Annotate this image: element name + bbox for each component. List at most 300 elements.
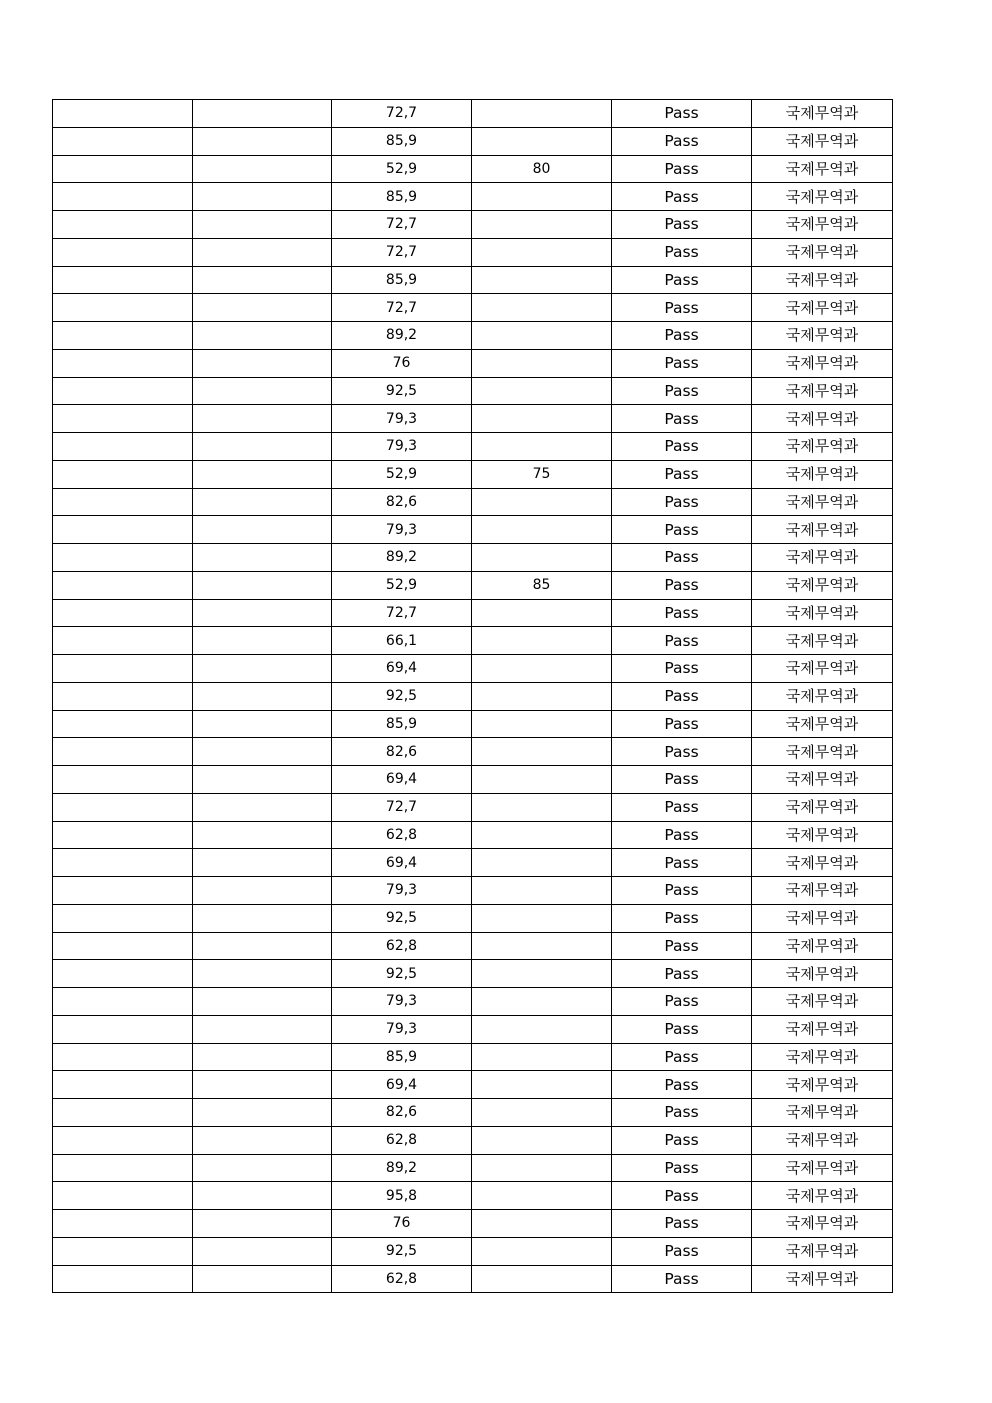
blank-cell-b: [193, 1126, 332, 1154]
result-cell: Pass: [612, 877, 752, 905]
extra-score-cell: [472, 1182, 612, 1210]
result-cell: Pass: [612, 377, 752, 405]
department-cell: 국제무역과: [752, 238, 893, 266]
blank-cell-b: [193, 266, 332, 294]
table-row: [53, 599, 893, 627]
blank-cell-a: [53, 849, 193, 877]
blank-cell-a: [53, 1154, 193, 1182]
department-cell: 국제무역과: [752, 211, 893, 239]
score-cell: 66,1: [332, 627, 472, 655]
blank-cell-b: [193, 544, 332, 572]
blank-cell-b: [193, 1015, 332, 1043]
blank-cell-b: [193, 738, 332, 766]
result-cell: Pass: [612, 155, 752, 183]
blank-cell-b: [193, 904, 332, 932]
score-cell: 62,8: [332, 932, 472, 960]
department-cell: 국제무역과: [752, 433, 893, 461]
department-cell: 국제무역과: [752, 849, 893, 877]
blank-cell-b: [193, 405, 332, 433]
blank-cell-a: [53, 100, 193, 128]
table-row: [53, 405, 893, 433]
table-row: [53, 211, 893, 239]
score-cell: 69,4: [332, 766, 472, 794]
result-cell: Pass: [612, 1043, 752, 1071]
result-cell: Pass: [612, 766, 752, 794]
blank-cell-a: [53, 294, 193, 322]
grade-table: [52, 99, 893, 1293]
score-cell: 76: [332, 349, 472, 377]
score-cell: 85,9: [332, 266, 472, 294]
blank-cell-b: [193, 655, 332, 683]
blank-cell-a: [53, 1099, 193, 1127]
score-cell: 72,7: [332, 238, 472, 266]
blank-cell-b: [193, 1071, 332, 1099]
score-cell: 92,5: [332, 682, 472, 710]
result-cell: Pass: [612, 599, 752, 627]
score-cell: 79,3: [332, 405, 472, 433]
table-row: [53, 183, 893, 211]
table-row: [53, 627, 893, 655]
blank-cell-b: [193, 211, 332, 239]
extra-score-cell: [472, 904, 612, 932]
blank-cell-b: [193, 127, 332, 155]
blank-cell-b: [193, 821, 332, 849]
department-cell: 국제무역과: [752, 100, 893, 128]
result-cell: Pass: [612, 710, 752, 738]
result-cell: Pass: [612, 1015, 752, 1043]
extra-score-cell: [472, 1126, 612, 1154]
extra-score-cell: [472, 1099, 612, 1127]
blank-cell-b: [193, 1099, 332, 1127]
result-cell: Pass: [612, 1071, 752, 1099]
blank-cell-b: [193, 710, 332, 738]
department-cell: 국제무역과: [752, 377, 893, 405]
blank-cell-b: [193, 100, 332, 128]
blank-cell-a: [53, 127, 193, 155]
extra-score-cell: [472, 877, 612, 905]
extra-score-cell: [472, 627, 612, 655]
result-cell: Pass: [612, 1099, 752, 1127]
blank-cell-a: [53, 1210, 193, 1238]
score-cell: 85,9: [332, 710, 472, 738]
extra-score-cell: [472, 849, 612, 877]
result-cell: Pass: [612, 100, 752, 128]
blank-cell-a: [53, 405, 193, 433]
blank-cell-a: [53, 655, 193, 683]
score-cell: 89,2: [332, 544, 472, 572]
extra-score-cell: [472, 793, 612, 821]
blank-cell-a: [53, 1015, 193, 1043]
blank-cell-b: [193, 627, 332, 655]
result-cell: Pass: [612, 211, 752, 239]
extra-score-cell: [472, 322, 612, 350]
extra-score-cell: [472, 266, 612, 294]
score-cell: 82,6: [332, 1099, 472, 1127]
score-cell: 85,9: [332, 127, 472, 155]
extra-score-cell: [472, 377, 612, 405]
score-cell: 89,2: [332, 322, 472, 350]
extra-score-cell: 75: [472, 460, 612, 488]
table-row: [53, 1210, 893, 1238]
score-cell: 79,3: [332, 988, 472, 1016]
blank-cell-a: [53, 516, 193, 544]
table-row: [53, 155, 893, 183]
department-cell: 국제무역과: [752, 766, 893, 794]
department-cell: 국제무역과: [752, 599, 893, 627]
extra-score-cell: [472, 710, 612, 738]
blank-cell-b: [193, 682, 332, 710]
table-row: [53, 127, 893, 155]
score-cell: 62,8: [332, 821, 472, 849]
score-cell: 85,9: [332, 183, 472, 211]
department-cell: 국제무역과: [752, 516, 893, 544]
blank-cell-b: [193, 793, 332, 821]
department-cell: 국제무역과: [752, 738, 893, 766]
table-row: [53, 294, 893, 322]
table-row: [53, 544, 893, 572]
department-cell: 국제무역과: [752, 932, 893, 960]
blank-cell-a: [53, 710, 193, 738]
table-row: [53, 1126, 893, 1154]
blank-cell-a: [53, 682, 193, 710]
blank-cell-a: [53, 627, 193, 655]
table-row: [53, 1154, 893, 1182]
table-row: [53, 904, 893, 932]
score-cell: 72,7: [332, 599, 472, 627]
result-cell: Pass: [612, 488, 752, 516]
blank-cell-b: [193, 766, 332, 794]
department-cell: 국제무역과: [752, 877, 893, 905]
extra-score-cell: [472, 488, 612, 516]
blank-cell-b: [193, 1154, 332, 1182]
blank-cell-a: [53, 904, 193, 932]
result-cell: Pass: [612, 682, 752, 710]
department-cell: 국제무역과: [752, 1265, 893, 1293]
blank-cell-a: [53, 571, 193, 599]
department-cell: 국제무역과: [752, 127, 893, 155]
result-cell: Pass: [612, 544, 752, 572]
result-cell: Pass: [612, 1182, 752, 1210]
extra-score-cell: [472, 1043, 612, 1071]
blank-cell-b: [193, 155, 332, 183]
department-cell: 국제무역과: [752, 682, 893, 710]
department-cell: 국제무역과: [752, 1182, 893, 1210]
extra-score-cell: [472, 183, 612, 211]
score-cell: 52,9: [332, 460, 472, 488]
score-cell: 62,8: [332, 1126, 472, 1154]
blank-cell-b: [193, 877, 332, 905]
score-cell: 52,9: [332, 155, 472, 183]
department-cell: 국제무역과: [752, 1210, 893, 1238]
blank-cell-a: [53, 155, 193, 183]
table-row: [53, 266, 893, 294]
extra-score-cell: [472, 1237, 612, 1265]
blank-cell-a: [53, 211, 193, 239]
blank-cell-a: [53, 544, 193, 572]
result-cell: Pass: [612, 294, 752, 322]
department-cell: 국제무역과: [752, 710, 893, 738]
extra-score-cell: [472, 932, 612, 960]
blank-cell-b: [193, 988, 332, 1016]
result-cell: Pass: [612, 988, 752, 1016]
blank-cell-b: [193, 488, 332, 516]
department-cell: 국제무역과: [752, 655, 893, 683]
extra-score-cell: [472, 433, 612, 461]
table-row: [53, 849, 893, 877]
extra-score-cell: [472, 738, 612, 766]
department-cell: 국제무역과: [752, 571, 893, 599]
blank-cell-a: [53, 322, 193, 350]
blank-cell-a: [53, 1265, 193, 1293]
extra-score-cell: [472, 682, 612, 710]
department-cell: 국제무역과: [752, 1071, 893, 1099]
table-row: [53, 100, 893, 128]
result-cell: Pass: [612, 904, 752, 932]
table-row: [53, 1099, 893, 1127]
result-cell: Pass: [612, 322, 752, 350]
result-cell: Pass: [612, 127, 752, 155]
extra-score-cell: [472, 960, 612, 988]
table-row: [53, 349, 893, 377]
score-cell: 72,7: [332, 793, 472, 821]
table-row: [53, 710, 893, 738]
table-row: [53, 322, 893, 350]
result-cell: Pass: [612, 1154, 752, 1182]
department-cell: 국제무역과: [752, 460, 893, 488]
table-row: [53, 682, 893, 710]
result-cell: Pass: [612, 932, 752, 960]
result-cell: Pass: [612, 1210, 752, 1238]
extra-score-cell: [472, 211, 612, 239]
blank-cell-a: [53, 1071, 193, 1099]
blank-cell-a: [53, 183, 193, 211]
table-row: [53, 821, 893, 849]
result-cell: Pass: [612, 1265, 752, 1293]
department-cell: 국제무역과: [752, 183, 893, 211]
blank-cell-b: [193, 1182, 332, 1210]
department-cell: 국제무역과: [752, 1099, 893, 1127]
result-cell: Pass: [612, 571, 752, 599]
result-cell: Pass: [612, 183, 752, 211]
blank-cell-b: [193, 377, 332, 405]
table-row: [53, 766, 893, 794]
table-row: [53, 488, 893, 516]
blank-cell-b: [193, 349, 332, 377]
blank-cell-b: [193, 1043, 332, 1071]
extra-score-cell: [472, 544, 612, 572]
score-cell: 92,5: [332, 377, 472, 405]
score-cell: 62,8: [332, 1265, 472, 1293]
department-cell: 국제무역과: [752, 627, 893, 655]
score-cell: 92,5: [332, 960, 472, 988]
blank-cell-a: [53, 460, 193, 488]
blank-cell-a: [53, 988, 193, 1016]
score-cell: 82,6: [332, 488, 472, 516]
result-cell: Pass: [612, 849, 752, 877]
result-cell: Pass: [612, 1126, 752, 1154]
department-cell: 국제무역과: [752, 988, 893, 1016]
result-cell: Pass: [612, 793, 752, 821]
blank-cell-a: [53, 932, 193, 960]
extra-score-cell: [472, 821, 612, 849]
blank-cell-a: [53, 766, 193, 794]
score-cell: 72,7: [332, 100, 472, 128]
department-cell: 국제무역과: [752, 904, 893, 932]
extra-score-cell: [472, 516, 612, 544]
table-row: [53, 377, 893, 405]
blank-cell-a: [53, 488, 193, 516]
extra-score-cell: [472, 127, 612, 155]
score-cell: 82,6: [332, 738, 472, 766]
blank-cell-b: [193, 1237, 332, 1265]
score-cell: 92,5: [332, 904, 472, 932]
extra-score-cell: [472, 988, 612, 1016]
score-cell: 89,2: [332, 1154, 472, 1182]
score-cell: 76: [332, 1210, 472, 1238]
extra-score-cell: [472, 1265, 612, 1293]
grade-table-body: [53, 100, 893, 1293]
department-cell: 국제무역과: [752, 488, 893, 516]
score-cell: 72,7: [332, 294, 472, 322]
result-cell: Pass: [612, 738, 752, 766]
blank-cell-a: [53, 349, 193, 377]
result-cell: Pass: [612, 460, 752, 488]
department-cell: 국제무역과: [752, 821, 893, 849]
extra-score-cell: [472, 599, 612, 627]
score-cell: 52,9: [332, 571, 472, 599]
blank-cell-a: [53, 738, 193, 766]
table-row: [53, 793, 893, 821]
score-cell: 69,4: [332, 849, 472, 877]
table-row: [53, 655, 893, 683]
result-cell: Pass: [612, 433, 752, 461]
extra-score-cell: 85: [472, 571, 612, 599]
result-cell: Pass: [612, 516, 752, 544]
extra-score-cell: [472, 1154, 612, 1182]
department-cell: 국제무역과: [752, 960, 893, 988]
table-row: [53, 932, 893, 960]
department-cell: 국제무역과: [752, 322, 893, 350]
result-cell: Pass: [612, 627, 752, 655]
score-cell: 79,3: [332, 1015, 472, 1043]
extra-score-cell: [472, 1015, 612, 1043]
blank-cell-b: [193, 599, 332, 627]
department-cell: 국제무역과: [752, 1154, 893, 1182]
blank-cell-b: [193, 183, 332, 211]
result-cell: Pass: [612, 266, 752, 294]
blank-cell-a: [53, 266, 193, 294]
table-row: [53, 1182, 893, 1210]
blank-cell-a: [53, 238, 193, 266]
score-cell: 72,7: [332, 211, 472, 239]
department-cell: 국제무역과: [752, 1043, 893, 1071]
score-cell: 95,8: [332, 1182, 472, 1210]
extra-score-cell: [472, 349, 612, 377]
score-cell: 69,4: [332, 1071, 472, 1099]
blank-cell-a: [53, 821, 193, 849]
result-cell: Pass: [612, 960, 752, 988]
table-row: [53, 877, 893, 905]
blank-cell-b: [193, 322, 332, 350]
table-row: [53, 988, 893, 1016]
blank-cell-a: [53, 377, 193, 405]
blank-cell-b: [193, 516, 332, 544]
department-cell: 국제무역과: [752, 349, 893, 377]
blank-cell-b: [193, 960, 332, 988]
department-cell: 국제무역과: [752, 793, 893, 821]
result-cell: Pass: [612, 1237, 752, 1265]
blank-cell-a: [53, 793, 193, 821]
blank-cell-a: [53, 1043, 193, 1071]
table-row: [53, 960, 893, 988]
blank-cell-a: [53, 960, 193, 988]
blank-cell-a: [53, 877, 193, 905]
score-cell: 69,4: [332, 655, 472, 683]
blank-cell-a: [53, 1237, 193, 1265]
blank-cell-b: [193, 238, 332, 266]
table-row: [53, 433, 893, 461]
table-row: [53, 1071, 893, 1099]
result-cell: Pass: [612, 821, 752, 849]
blank-cell-a: [53, 1126, 193, 1154]
extra-score-cell: [472, 1210, 612, 1238]
extra-score-cell: [472, 766, 612, 794]
table-row: [53, 1237, 893, 1265]
blank-cell-b: [193, 571, 332, 599]
blank-cell-b: [193, 433, 332, 461]
department-cell: 국제무역과: [752, 405, 893, 433]
result-cell: Pass: [612, 405, 752, 433]
score-cell: 85,9: [332, 1043, 472, 1071]
score-cell: 79,3: [332, 516, 472, 544]
blank-cell-b: [193, 932, 332, 960]
department-cell: 국제무역과: [752, 1126, 893, 1154]
table-row: [53, 738, 893, 766]
extra-score-cell: [472, 1071, 612, 1099]
result-cell: Pass: [612, 238, 752, 266]
department-cell: 국제무역과: [752, 294, 893, 322]
extra-score-cell: [472, 405, 612, 433]
table-row: [53, 516, 893, 544]
table-row: [53, 238, 893, 266]
result-cell: Pass: [612, 655, 752, 683]
blank-cell-a: [53, 433, 193, 461]
blank-cell-b: [193, 294, 332, 322]
department-cell: 국제무역과: [752, 1237, 893, 1265]
score-cell: 92,5: [332, 1237, 472, 1265]
score-cell: 79,3: [332, 433, 472, 461]
extra-score-cell: 80: [472, 155, 612, 183]
blank-cell-b: [193, 849, 332, 877]
blank-cell-b: [193, 1210, 332, 1238]
blank-cell-a: [53, 1182, 193, 1210]
table-row: [53, 1015, 893, 1043]
table-row: [53, 1043, 893, 1071]
blank-cell-a: [53, 599, 193, 627]
extra-score-cell: [472, 100, 612, 128]
blank-cell-b: [193, 1265, 332, 1293]
extra-score-cell: [472, 294, 612, 322]
result-cell: Pass: [612, 349, 752, 377]
extra-score-cell: [472, 238, 612, 266]
table-row: [53, 460, 893, 488]
score-cell: 79,3: [332, 877, 472, 905]
blank-cell-b: [193, 460, 332, 488]
department-cell: 국제무역과: [752, 544, 893, 572]
department-cell: 국제무역과: [752, 266, 893, 294]
department-cell: 국제무역과: [752, 1015, 893, 1043]
extra-score-cell: [472, 655, 612, 683]
